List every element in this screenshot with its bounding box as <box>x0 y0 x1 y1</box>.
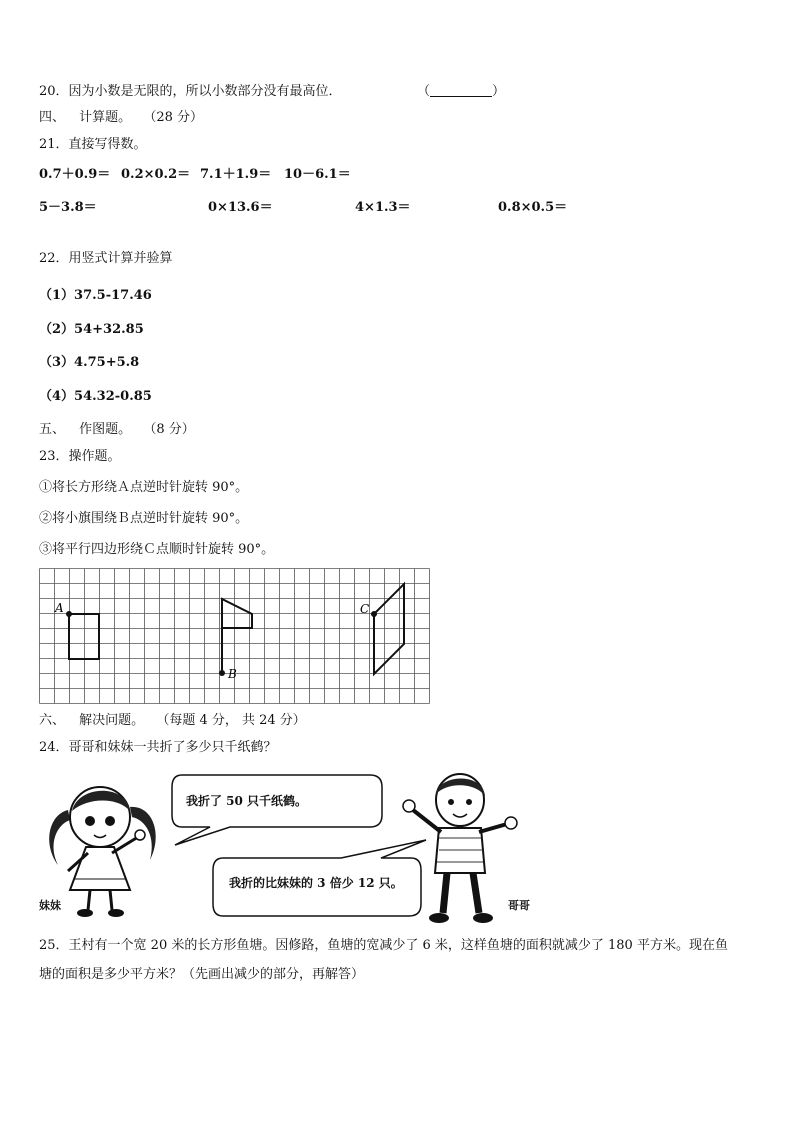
vertical-calc-item: （2）54+32.85 <box>39 322 144 337</box>
rectangle-shape <box>69 614 99 659</box>
point-a-label: A <box>55 601 64 615</box>
vertical-calc-item: （1）37.5-17.46 <box>39 288 152 303</box>
girl-caption: 妹妹 <box>39 899 61 912</box>
rotation-grid[interactable] <box>39 568 437 710</box>
calc-item: 10－6.1＝ <box>284 167 351 182</box>
calc-item: 5－3.8＝ <box>39 200 97 215</box>
point-c-label: C <box>360 602 370 616</box>
question-21-title: 21．直接写得数。 <box>39 137 147 152</box>
point-b-dot <box>219 670 225 676</box>
calc-item: 4×1.3＝ <box>355 200 411 215</box>
calc-item: 0.8×0.5＝ <box>498 200 568 215</box>
instruction-step: ①将长方形绕Ａ点逆时针旋转 90°。 <box>39 480 249 495</box>
point-b-label: B <box>228 667 237 681</box>
question-22-title: 22．用竖式计算并验算 <box>39 251 173 266</box>
bubble-girl-text: 我折了 50 只千纸鹤。 <box>186 794 308 808</box>
boy-illustration <box>395 768 525 932</box>
flag-shape <box>222 599 252 673</box>
point-a-dot <box>66 611 72 617</box>
blank-line[interactable] <box>430 84 492 97</box>
instruction-step: ③将平行四边形绕Ｃ点顺时针旋转 90°。 <box>39 542 275 557</box>
instruction-step: ②将小旗围绕Ｂ点逆时针旋转 90°。 <box>39 511 249 526</box>
calc-item: 7.1＋1.9＝ <box>200 167 272 182</box>
section-6-heading: 六、 解决问题。 （每题 4 分， 共 24 分） <box>39 713 306 728</box>
grid-svg <box>39 568 437 706</box>
section-4-heading: 四、 计算题。 （28 分） <box>39 110 203 125</box>
vertical-calc-item: （3）4.75+5.8 <box>39 355 140 370</box>
section-5-heading: 五、 作图题。 （8 分） <box>39 422 195 437</box>
answer-blank-20[interactable]: （ ） <box>417 84 506 99</box>
question-20-text: 20．因为小数是无限的，所以小数部分没有最高位． <box>39 84 342 99</box>
point-c-dot <box>371 611 377 617</box>
calc-item: 0.2×0.2＝ <box>121 167 191 182</box>
question-24-title: 24．哥哥和妹妹一共折了多少只千纸鹤？ <box>39 740 277 755</box>
calc-item: 0×13.6＝ <box>208 200 273 215</box>
question-25-line-1: 25．王村有一个宽 20 米的长方形鱼塘。因修路，鱼塘的宽减少了 6 米，这样鱼塘的面积就减少了 180 平方米。现在鱼 <box>39 938 728 953</box>
boy-caption: 哥哥 <box>508 899 530 912</box>
question-25-line-2: 塘的面积是多少平方米？（先画出减少的部分，再解答） <box>39 967 365 982</box>
calc-item: 0.7＋0.9＝ <box>39 167 111 182</box>
question-20 <box>39 84 342 100</box>
bubble-boy-text: 我折的比妹妹的 3 倍少 12 只。 <box>229 876 403 890</box>
question-23-title: 23．操作题。 <box>39 449 121 464</box>
vertical-calc-item: （4）54.32-0.85 <box>39 389 152 404</box>
